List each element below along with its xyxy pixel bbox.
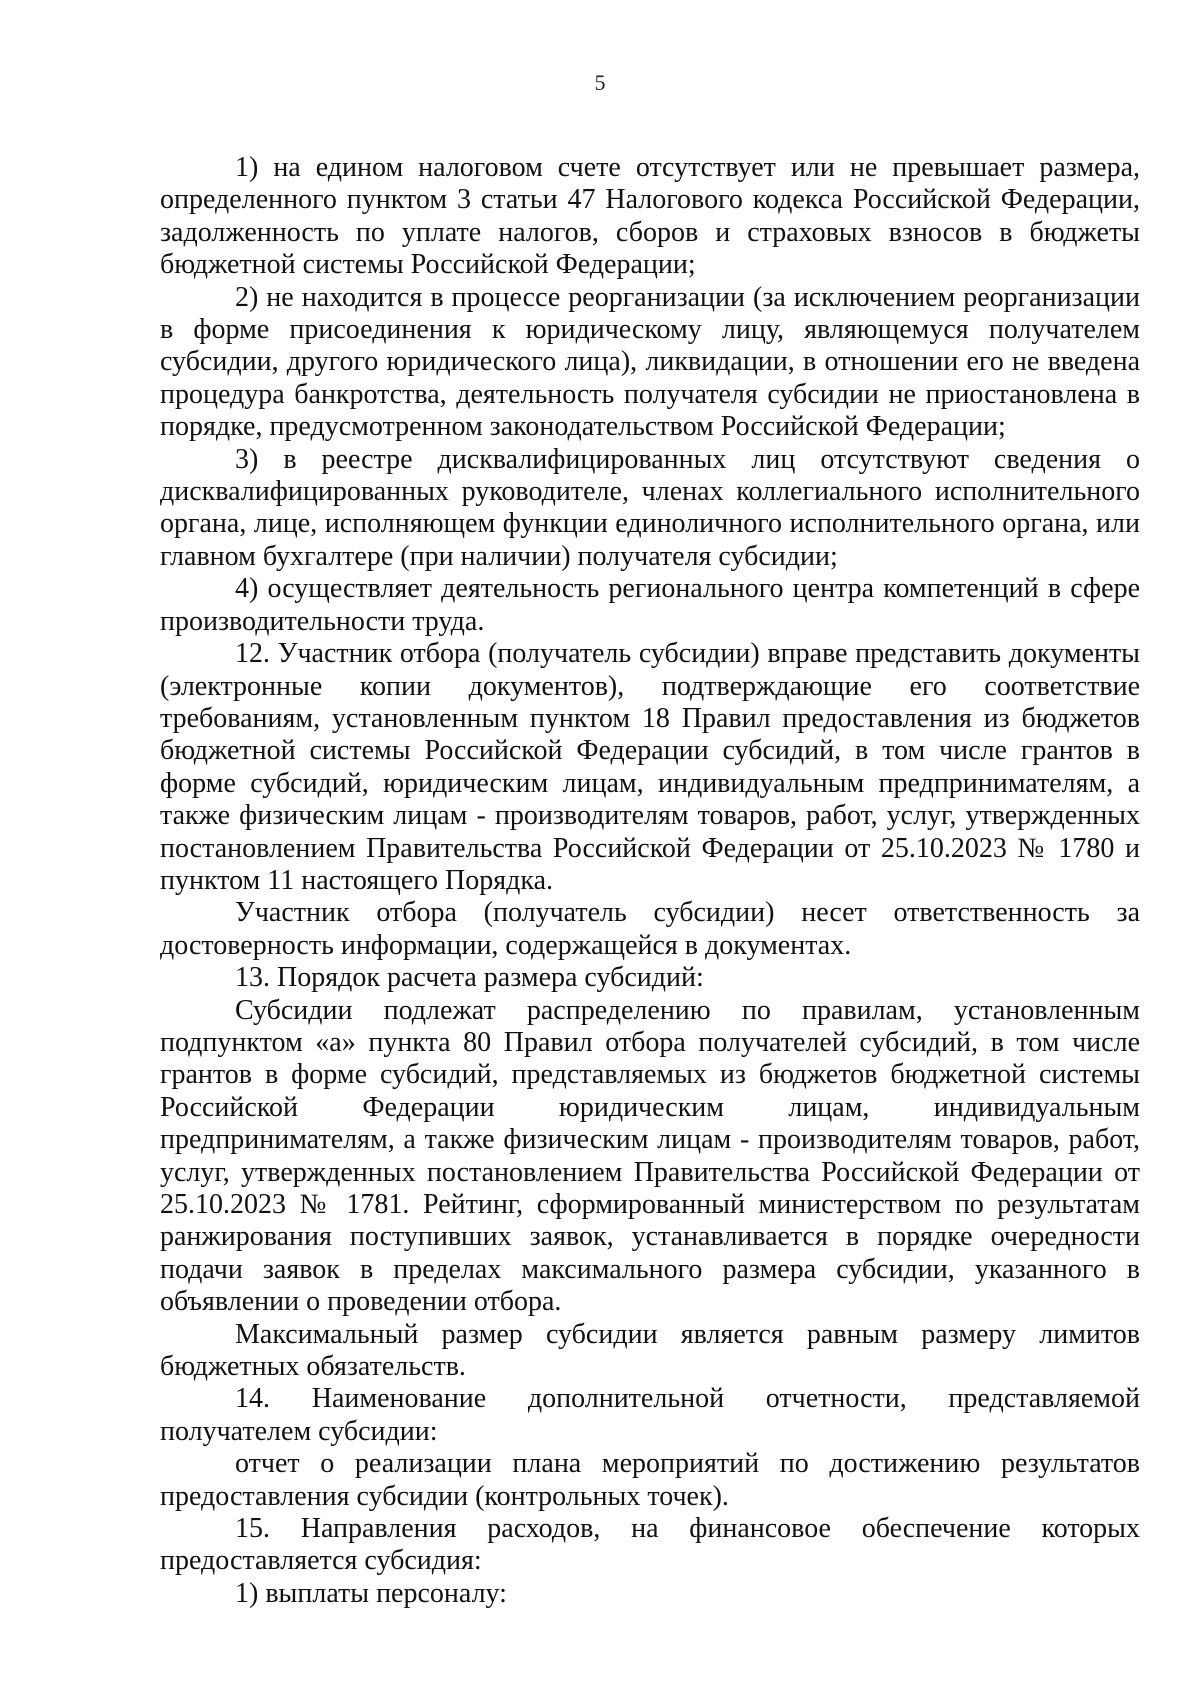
paragraph-subitem-1: 1) на едином налоговом счете отсутствует или не превышает размера, определенного пунктом 3 статьи 47 Налогового кодекса Российской Федерации, задолженность по уплате налогов, сборов и страховых взносов в бюджеты бюджетной системы Российской Федерации; xyxy=(160,152,1140,281)
paragraph-subitem-3: 3) в реестре дисквалифицированных лиц отсутствуют сведения о дисквалифицированных руководителе, членах коллегиального исполнительного органа, лице, исполняющем функции единоличного исполнительного органа, или главном бухгалтере (при наличии) получателя субсидии; xyxy=(160,443,1140,572)
paragraph-item-13: 13. Порядок расчета размера субсидий: xyxy=(235,962,704,994)
paragraph-item-14: 14. Наименование дополнительной отчетности, представляемой получателем субсидии: xyxy=(160,1383,1140,1447)
page-number: 5 xyxy=(594,70,606,95)
paragraph-item-12: 12. Участник отбора (получатель субсидии) вправе представить документы (электронные копии документов), подтверждающие его соответствие требованиям, установленным пунктом 18 Правил предоставления из бюджетов бюджетной системы Российской Федерации субсидий, в том числе грантов в форме субсидий, юридическим лицам, индивидуальным предпринимателям, а также физическим лицам - производителям товаров, работ, услуг, утвержденных постановлением Правительства Российской Федерации от 25.10.2023 № 1780 и пунктом 11 настоящего Порядка. xyxy=(160,638,1140,896)
paragraph-distribution: Субсидии подлежат распределению по правилам, установленным подпунктом «а» пункта 80 Правил отбора получателей субсидий, в том числе грантов в форме субсидий, представляемых из бюджетов бюджетной системы Российской Федерации юридическим лицам, индивидуальным предпринимателям, а также физическим лицам - производителям товаров, работ, услуг, утвержденных постановлением Правительства Российской Федерации от 25.10.2023 № 1781. Рейтинг, сформированный министерством по результатам ранжирования поступивших заявок, устанавливается в порядке очередности подачи заявок в пределах максимального размера субсидии, указанного в объявлении о проведении отбора. xyxy=(160,994,1140,1318)
paragraph-item-15: 15. Направления расходов, на финансовое обеспечение которых предоставляется субсидия: xyxy=(160,1513,1140,1577)
paragraph-subitem-2: 2) не находится в процессе реорганизации (за исключением реорганизации в форме присоединения к юридическому лицу, являющемуся получателем субсидии, другого юридического лица), ликвидации, в отношении его не введена процедура банкротства, деятельность получателя субсидии не приостановлена в порядке, предусмотренном законодательством Российской Федерации; xyxy=(160,281,1140,443)
paragraph-max-size: Максимальный размер субсидии является равным размеру лимитов бюджетных обязательств. xyxy=(160,1318,1140,1383)
paragraph-subitem-4: 4) осуществляет деятельность регионального центра компетенций в сфере производительности труда. xyxy=(160,573,1140,637)
paragraph-personnel-payments: 1) выплаты персоналу: xyxy=(235,1577,507,1609)
paragraph-responsibility: Участник отбора (получатель субсидии) несет ответственность за достоверность информации, содержащейся в документах. xyxy=(160,897,1140,961)
paragraph-report: отчет о реализации плана мероприятий по достижению результатов предоставления субсидии (контрольных точек). xyxy=(160,1448,1140,1512)
document-body xyxy=(160,152,1140,1610)
